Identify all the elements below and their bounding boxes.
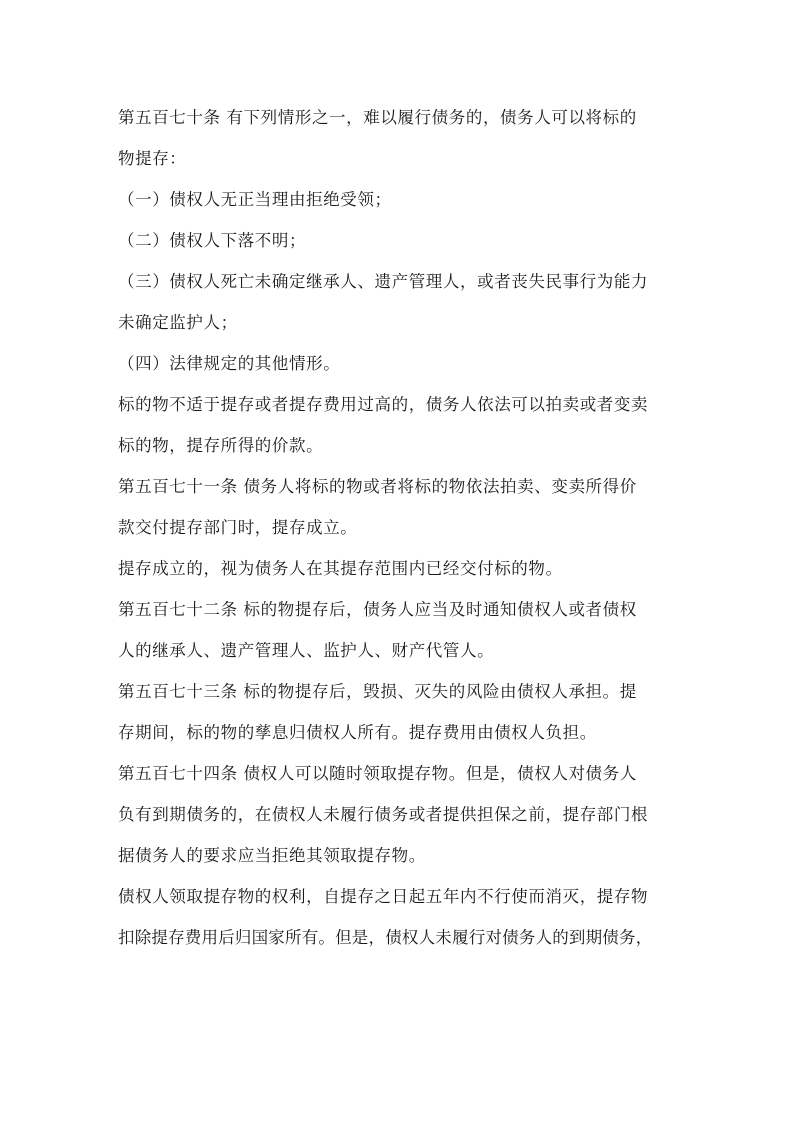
text-line: 扣除提存费用后归国家所有。但是，债权人未履行对债务人的到期债务， bbox=[118, 928, 653, 947]
text-line: 第五百七十二条 标的物提存后，债务人应当及时通知债权人或者债权 bbox=[118, 600, 637, 619]
text-line: 提存成立的，视为债务人在其提存范围内已经交付标的物。 bbox=[118, 559, 563, 578]
text-line: 标的物不适于提存或者提存费用过高的，债务人依法可以拍卖或者变卖 bbox=[118, 395, 649, 414]
document-body bbox=[118, 97, 678, 958]
text-line: 第五百七十四条 债权人可以随时领取提存物。但是，债权人对债务人 bbox=[118, 764, 637, 783]
text-line: 物提存： bbox=[118, 149, 187, 168]
text-line: 据债务人的要求应当拒绝其领取提存物。 bbox=[118, 846, 426, 865]
text-line: （二）债权人下落不明； bbox=[118, 231, 307, 250]
text-line: 款交付提存部门时，提存成立。 bbox=[118, 518, 358, 537]
text-line: （四）法律规定的其他情形。 bbox=[118, 354, 341, 373]
text-line: 第五百七十条 有下列情形之一，难以履行债务的，债务人可以将标的 bbox=[118, 108, 637, 127]
text-line: 第五百七十一条 债务人将标的物或者将标的物依法拍卖、变卖所得价 bbox=[118, 477, 637, 496]
text-line: （三）债权人死亡未确定继承人、遗产管理人，或者丧失民事行为能力 bbox=[118, 272, 649, 291]
text-line: 第五百七十三条 标的物提存后，毁损、灭失的风险由债权人承担。提 bbox=[118, 682, 637, 701]
text-line: 标的物，提存所得的价款。 bbox=[118, 436, 324, 455]
text-line: 债权人领取提存物的权利，自提存之日起五年内不行使而消灭，提存物 bbox=[118, 887, 649, 906]
text-line: 人的继承人、遗产管理人、监护人、财产代管人。 bbox=[118, 641, 495, 660]
text-line: （一）债权人无正当理由拒绝受领； bbox=[118, 190, 392, 209]
text-line: 负有到期债务的，在债权人未履行债务或者提供担保之前，提存部门根 bbox=[118, 805, 649, 824]
text-line: 存期间，标的物的孳息归债权人所有。提存费用由债权人负担。 bbox=[118, 723, 597, 742]
text-line: 未确定监护人； bbox=[118, 313, 238, 332]
